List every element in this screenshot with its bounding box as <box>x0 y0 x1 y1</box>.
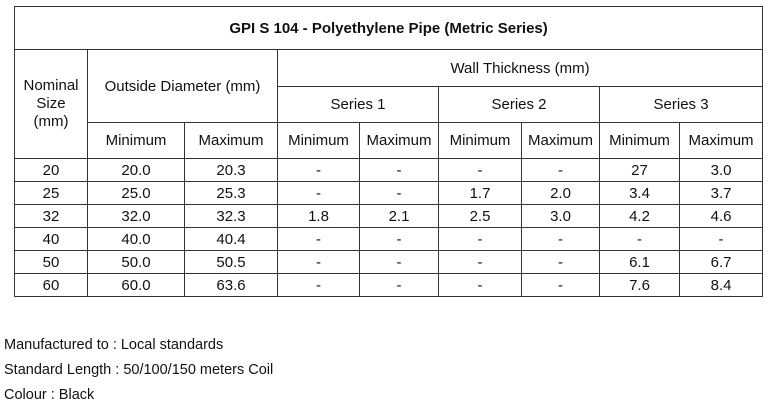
table-title: GPI S 104 - Polyethylene Pipe (Metric Series) <box>15 7 763 50</box>
series-1-minimum-cell: - <box>278 182 360 205</box>
series-2-header: Series 2 <box>439 87 600 123</box>
manufactured-note: Manufactured to : Local standards <box>4 337 224 353</box>
colour-note: Colour : Black <box>4 387 95 403</box>
series-3-maximum-cell: - <box>680 228 763 251</box>
series-3-maximum-cell: 3.0 <box>680 159 763 182</box>
series-2-maximum-cell: - <box>522 251 600 274</box>
series-1-maximum-cell: - <box>360 228 439 251</box>
series-2-maximum-cell: - <box>522 274 600 297</box>
series-1-maximum-cell: - <box>360 182 439 205</box>
od-minimum-cell: 32.0 <box>88 205 185 228</box>
series-3-minimum-cell: 3.4 <box>600 182 680 205</box>
series-1-maximum-header: Maximum <box>360 123 439 159</box>
nominal-size-cell: 20 <box>15 159 88 182</box>
series-2-maximum-header: Maximum <box>522 123 600 159</box>
nominal-size-cell: 40 <box>15 228 88 251</box>
series-1-maximum-cell: - <box>360 159 439 182</box>
series-3-maximum-cell: 4.6 <box>680 205 763 228</box>
nominal-size-cell: 25 <box>15 182 88 205</box>
od-maximum-cell: 63.6 <box>185 274 278 297</box>
series-3-minimum-cell: 4.2 <box>600 205 680 228</box>
series-3-header: Series 3 <box>600 87 763 123</box>
od-minimum-cell: 25.0 <box>88 182 185 205</box>
series-2-maximum-cell: 2.0 <box>522 182 600 205</box>
series-1-minimum-cell: - <box>278 251 360 274</box>
nominal-size-cell: 50 <box>15 251 88 274</box>
od-minimum-cell: 60.0 <box>88 274 185 297</box>
od-maximum-cell: 25.3 <box>185 182 278 205</box>
table-row <box>15 274 763 297</box>
od-maximum-cell: 20.3 <box>185 159 278 182</box>
series-2-maximum-cell: 3.0 <box>522 205 600 228</box>
series-1-header: Series 1 <box>278 87 439 123</box>
table-row <box>15 251 763 274</box>
nominal-size-cell: 60 <box>15 274 88 297</box>
series-2-maximum-cell: - <box>522 159 600 182</box>
series-2-minimum-cell: 2.5 <box>439 205 522 228</box>
series-2-minimum-cell: - <box>439 228 522 251</box>
series-1-minimum-cell: - <box>278 228 360 251</box>
od-minimum-header: Minimum <box>88 123 185 159</box>
series-2-maximum-cell: - <box>522 228 600 251</box>
od-maximum-cell: 50.5 <box>185 251 278 274</box>
series-1-maximum-cell: - <box>360 274 439 297</box>
nominal-size-line: Nominal <box>23 77 79 94</box>
series-3-minimum-header: Minimum <box>600 123 680 159</box>
table-row <box>15 182 763 205</box>
nominal-size-header <box>15 50 88 159</box>
od-minimum-cell: 50.0 <box>88 251 185 274</box>
nominal-size-line: (mm) <box>33 113 69 130</box>
series-2-minimum-cell: - <box>439 251 522 274</box>
series-3-maximum-header: Maximum <box>680 123 763 159</box>
series-2-minimum-header: Minimum <box>439 123 522 159</box>
wall-thickness-header: Wall Thickness (mm) <box>278 50 763 87</box>
series-2-minimum-cell: - <box>439 159 522 182</box>
od-minimum-cell: 20.0 <box>88 159 185 182</box>
series-1-maximum-cell: - <box>360 251 439 274</box>
series-1-minimum-header: Minimum <box>278 123 360 159</box>
pipe-spec-table <box>14 6 763 297</box>
series-3-minimum-cell: 6.1 <box>600 251 680 274</box>
series-3-minimum-cell: - <box>600 228 680 251</box>
table-row <box>15 205 763 228</box>
nominal-size-line: Size <box>36 95 66 112</box>
table-row <box>15 228 763 251</box>
nominal-size-cell: 32 <box>15 205 88 228</box>
od-maximum-cell: 32.3 <box>185 205 278 228</box>
series-1-minimum-cell: 1.8 <box>278 205 360 228</box>
series-3-minimum-cell: 27 <box>600 159 680 182</box>
product-notes <box>4 333 273 408</box>
od-minimum-cell: 40.0 <box>88 228 185 251</box>
series-3-maximum-cell: 6.7 <box>680 251 763 274</box>
standard-length-note: Standard Length : 50/100/150 meters Coil <box>4 362 274 378</box>
od-maximum-cell: 40.4 <box>185 228 278 251</box>
series-3-minimum-cell: 7.6 <box>600 274 680 297</box>
series-2-minimum-cell: 1.7 <box>439 182 522 205</box>
series-3-maximum-cell: 8.4 <box>680 274 763 297</box>
table-row <box>15 159 763 182</box>
series-1-minimum-cell: - <box>278 159 360 182</box>
series-2-minimum-cell: - <box>439 274 522 297</box>
series-1-maximum-cell: 2.1 <box>360 205 439 228</box>
od-maximum-header: Maximum <box>185 123 278 159</box>
outside-diameter-header: Outside Diameter (mm) <box>88 50 278 123</box>
series-1-minimum-cell: - <box>278 274 360 297</box>
series-3-maximum-cell: 3.7 <box>680 182 763 205</box>
